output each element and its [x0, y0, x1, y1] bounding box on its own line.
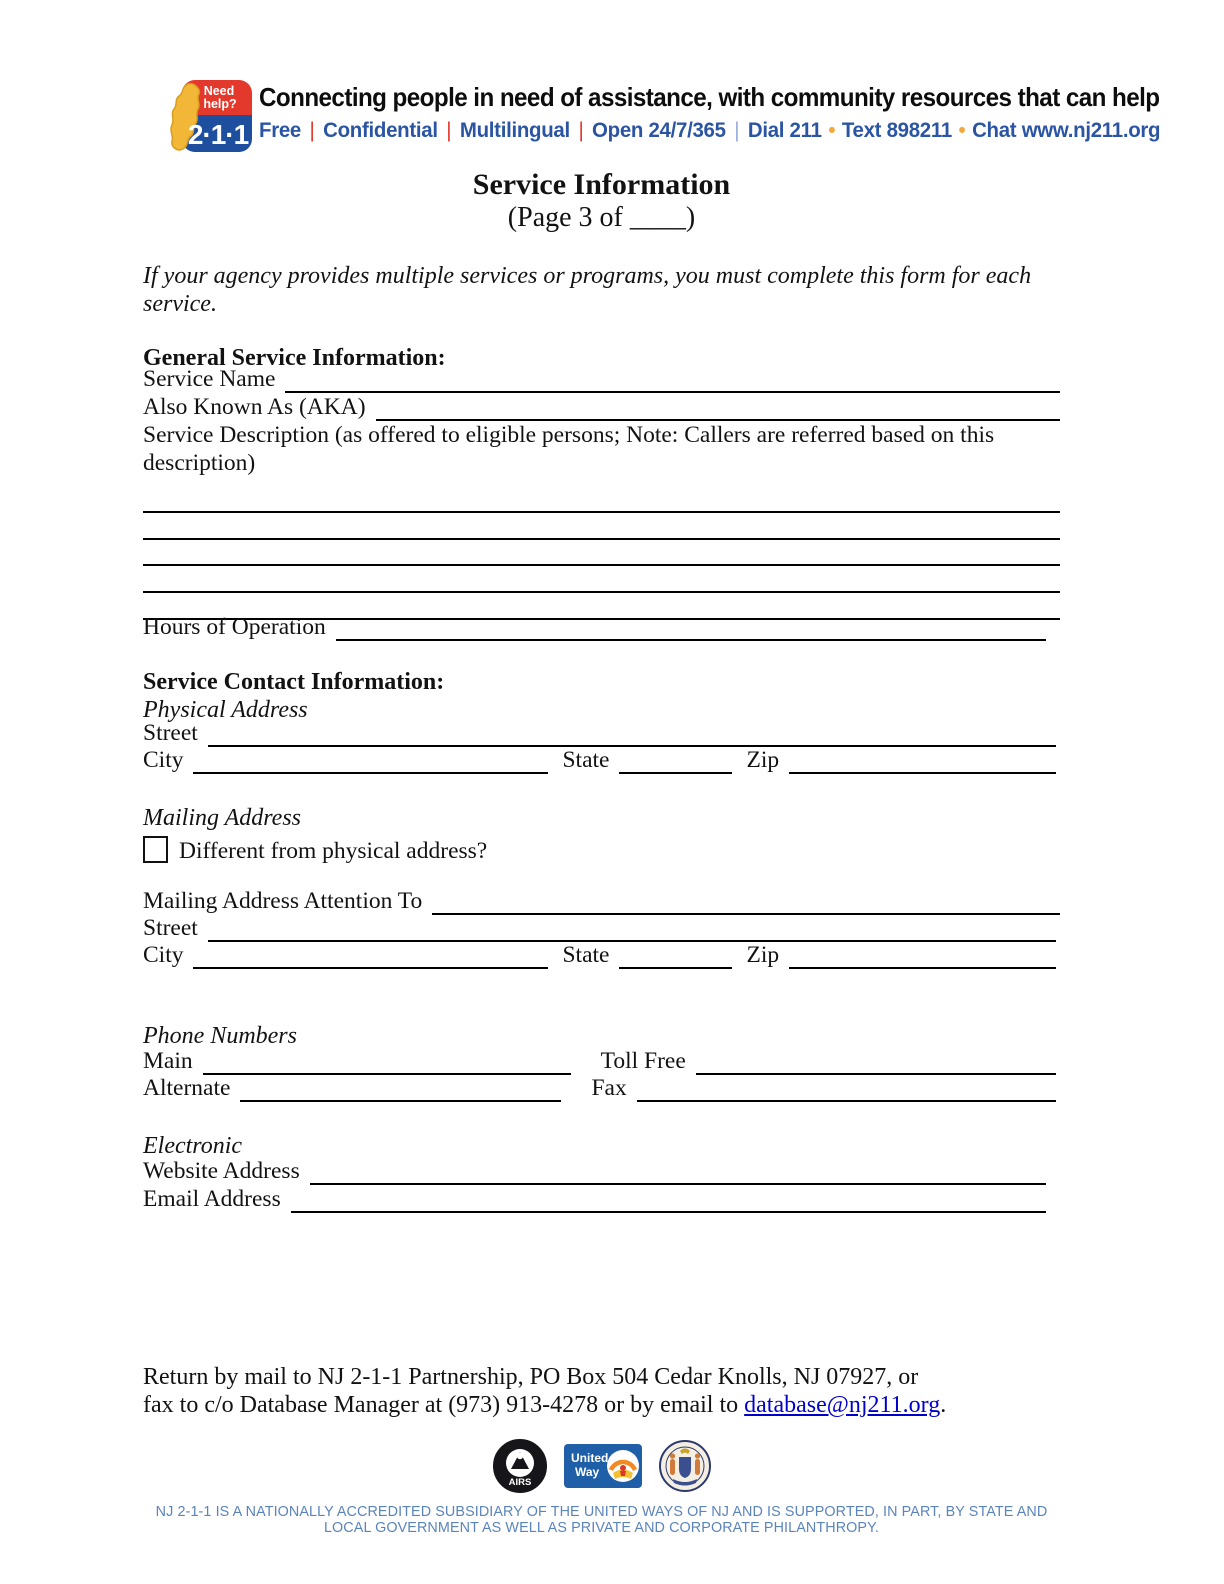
mailing-state-field[interactable] [619, 938, 732, 969]
united-way-icon [564, 1442, 642, 1490]
main-phone-label: Main [143, 1048, 193, 1074]
service-name-field[interactable] [285, 362, 1060, 393]
street-label: Street [143, 915, 198, 941]
different-from-physical-label: Different from physical address? [179, 838, 488, 864]
physical-zip-field[interactable] [789, 743, 1056, 774]
tagline-text-898211: Text 898211 [841, 118, 952, 142]
tagline-free: Free [259, 118, 302, 142]
zip-label: Zip [746, 747, 780, 773]
website-row [143, 1156, 1060, 1185]
tagline-separator: | [578, 118, 584, 142]
aka-row [143, 392, 1060, 421]
tagline-multilingual: Multilingual [459, 118, 570, 142]
alternate-phone-label: Alternate [143, 1075, 231, 1101]
return-line-2-text: fax to c/o Database Manager at (973) 913-4278 or by email to [143, 1392, 745, 1418]
header-tagline-sub [259, 118, 1161, 143]
physical-city-row [143, 745, 1060, 774]
return-line-2 [143, 1391, 1060, 1419]
mailing-zip-field[interactable] [789, 938, 1056, 969]
contact-section-heading: Service Contact Information: [143, 669, 445, 695]
hours-row [143, 612, 1060, 641]
return-line-2-period: . [940, 1392, 947, 1418]
svg-text:help?: help? [203, 97, 237, 111]
return-instructions [143, 1363, 1060, 1419]
fax-label: Fax [591, 1075, 627, 1101]
return-line-1: Return by mail to NJ 2-1-1 Partnership, PO Box 504 Cedar Knolls, NJ 07927, or [143, 1364, 919, 1390]
description-line-1[interactable] [143, 483, 1060, 513]
physical-address-heading: Physical Address [143, 697, 308, 723]
email-row [143, 1184, 1060, 1213]
airs-accredited-icon [492, 1438, 548, 1494]
mailing-different-row [143, 834, 1060, 865]
zip-label: Zip [746, 942, 780, 968]
tagline-confidential: Confidential [323, 118, 438, 142]
phone-alternate-row [143, 1073, 1060, 1102]
tagline-open-247: Open 24/7/365 [592, 118, 726, 142]
header-text-block [259, 82, 1161, 143]
tagline-separator: | [309, 118, 315, 142]
physical-city-field[interactable] [193, 743, 548, 774]
service-description-label: Service Description (as offered to eligible persons; Note: Callers are referred based on this description) [143, 422, 995, 476]
nj211-logo [162, 78, 254, 154]
description-line-4[interactable] [143, 563, 1060, 593]
aka-field[interactable] [376, 390, 1060, 421]
street-label: Street [143, 720, 198, 746]
tagline-separator: | [734, 118, 740, 142]
tagline-dial-211: Dial 211 [747, 118, 822, 142]
svg-text:Need: Need [203, 84, 235, 98]
fax-field[interactable] [637, 1071, 1056, 1102]
email-address-field[interactable] [291, 1182, 1046, 1213]
tagline-separator: | [446, 118, 452, 142]
phone-numbers-heading: Phone Numbers [143, 1023, 297, 1049]
general-section-heading: General Service Information: [143, 345, 446, 371]
website-address-label: Website Address [143, 1158, 300, 1184]
aka-label: Also Known As (AKA) [143, 394, 366, 420]
toll-free-label: Toll Free [600, 1048, 686, 1074]
svg-text:United: United [570, 1451, 608, 1465]
tagline-bullet: • [828, 118, 836, 142]
svg-text:AIRS: AIRS [508, 1477, 531, 1488]
mailing-city-field[interactable] [193, 938, 548, 969]
svg-text:Way: Way [574, 1465, 599, 1479]
svg-text:2·1·1: 2·1·1 [187, 119, 249, 150]
hours-label: Hours of Operation [143, 614, 326, 640]
nj211-logo-icon [162, 78, 254, 154]
header-tagline-main: Connecting people in need of assistance, with community resources that can help [259, 82, 1160, 112]
page-title: Service Information [472, 168, 731, 201]
intro-note: If your agency provides multiple services or programs, you must complete this form for each service. [143, 263, 1032, 317]
email-address-label: Email Address [143, 1186, 281, 1212]
page-number-line: (Page 3 of ____) [507, 202, 696, 233]
city-label: City [143, 747, 184, 773]
state-label: State [562, 942, 610, 968]
footer-logos [143, 1438, 1060, 1494]
alternate-phone-field[interactable] [240, 1071, 561, 1102]
service-name-label: Service Name [143, 366, 276, 392]
mailing-city-row [143, 940, 1060, 969]
mailing-address-heading: Mailing Address [143, 805, 302, 831]
electronic-heading: Electronic [143, 1133, 243, 1159]
website-address-field[interactable] [310, 1154, 1046, 1185]
footer-disclaimer: NJ 2-1-1 IS A NATIONALLY ACCREDITED SUBSIDIARY OF THE UNITED WAYS OF NJ AND IS SUPPORTED, IN PART, BY STATE AND LOCAL GOVERNMENT AS WELL AS PRIVATE AND CORPORATE PHILANTHROPY. [155, 1504, 1048, 1536]
different-from-physical-checkbox[interactable] [143, 836, 168, 863]
service-name-row [143, 364, 1060, 393]
tagline-bullet: • [958, 118, 966, 142]
hours-field[interactable] [336, 610, 1046, 641]
nj-state-seal-icon [658, 1439, 712, 1493]
physical-state-field[interactable] [619, 743, 732, 774]
state-label: State [562, 747, 610, 773]
tagline-chat-url: Chat www.nj211.org [972, 118, 1161, 142]
database-email-link[interactable]: database@nj211.org [744, 1392, 941, 1418]
mailing-attention-label: Mailing Address Attention To [143, 888, 423, 914]
description-line-3[interactable] [143, 536, 1060, 566]
city-label: City [143, 942, 184, 968]
